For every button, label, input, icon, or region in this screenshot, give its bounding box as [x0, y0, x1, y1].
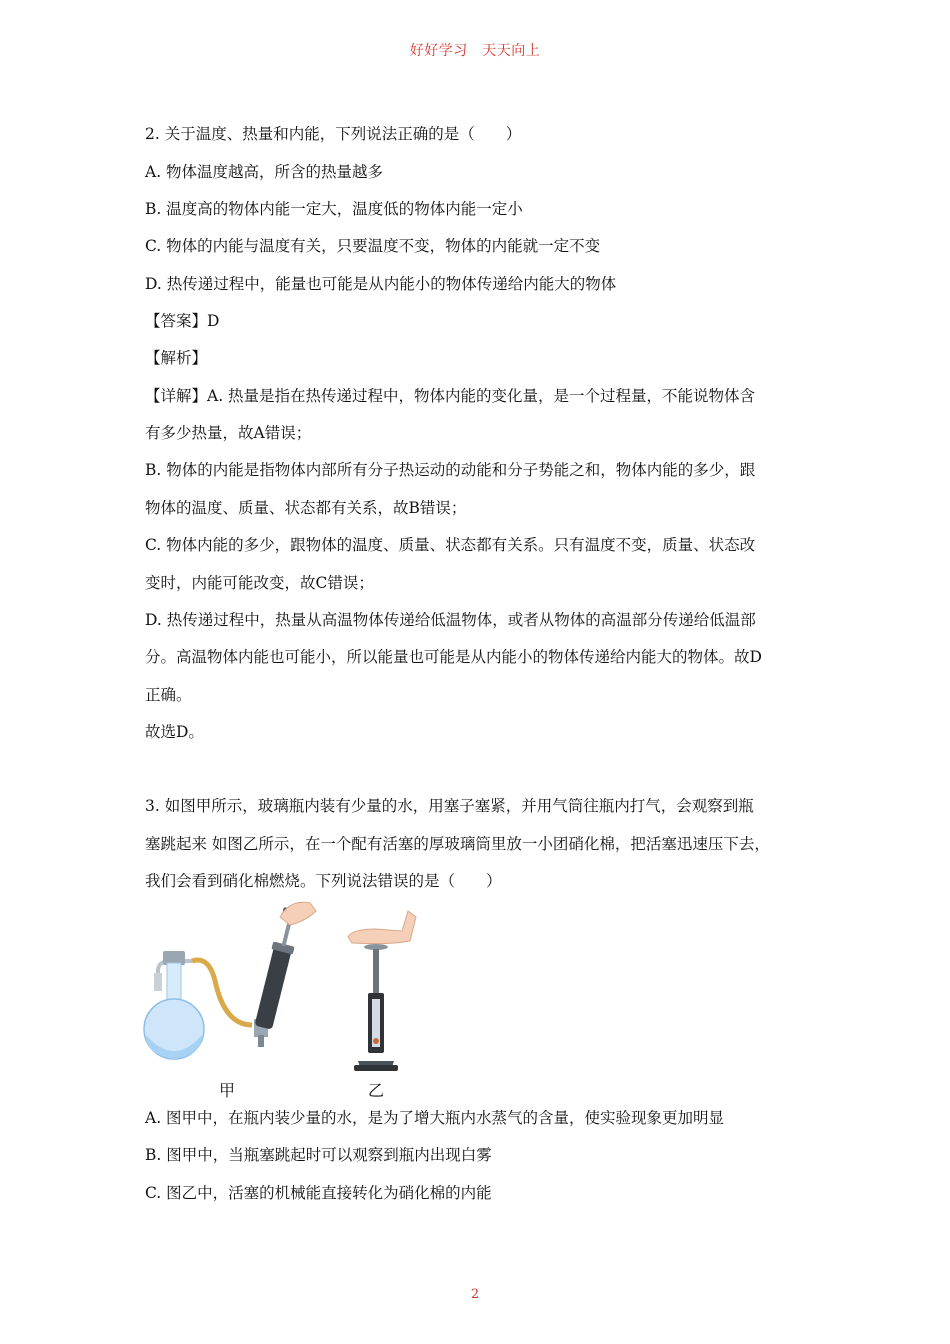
q2-analysis-line: 变时，内能可能改变，故C错误； [145, 574, 374, 592]
caption-yi: 乙 [368, 1081, 385, 1100]
q2-answer: 【答案】D [145, 312, 220, 330]
q2-analysis-line: 分。高温物体内能也可能小，所以能量也可能是从内能小的物体传递给内能大的物体。故D [145, 648, 762, 666]
q2-analysis-line: B. 物体的内能是指物体内部所有分子热运动的动能和分子势能之和，物体内能的多少，跟 [145, 461, 756, 479]
q3-stem-line: 我们会看到硝化棉燃烧。下列说法错误的是（ ） [145, 872, 502, 890]
page-number: 2 [470, 1287, 480, 1302]
q3-stem-line: 塞跳起来 如图乙所示，在一个配有活塞的厚玻璃筒里放一小团硝化棉，把活塞迅速压下去， [145, 835, 770, 853]
q2-analysis-line: 【详解】A. 热量是指在热传递过程中，物体内能的变化量，是一个过程量，不能说物体含 [145, 387, 756, 405]
q2-analysis-label: 【解析】 [145, 349, 208, 367]
q2-option-a: A. 物体温度越高，所含的热量越多 [145, 163, 384, 181]
q2-stem: 2. 关于温度、热量和内能，下列说法正确的是（ ） [145, 125, 522, 143]
q3-option-c: C. 图乙中，活塞的机械能直接转化为硝化棉的内能 [145, 1184, 492, 1202]
cylinder-illustration [348, 911, 416, 1071]
q3-stem-line: 3. 如图甲所示，玻璃瓶内装有少量的水，用塞子塞紧，并用气筒往瓶内打气，会观察到瓶 [145, 797, 754, 815]
flask-illustration [144, 951, 252, 1059]
q3-option-b: B. 图甲中，当瓶塞跳起时可以观察到瓶内出现白雾 [145, 1146, 492, 1164]
q2-option-c: C. 物体的内能与温度有关，只要温度不变，物体的内能就一定不变 [145, 237, 601, 255]
q2-option-b: B. 温度高的物体内能一定大，温度低的物体内能一定小 [145, 200, 523, 218]
q2-analysis-line: 正确。 [145, 686, 192, 704]
q2-analysis-line: 故选D。 [145, 723, 204, 741]
page-header: 好好学习 天天向上 [409, 43, 541, 59]
q2-analysis-line: C. 物体内能的多少，跟物体的温度、质量、状态都有关系。只有温度不变，质量、状态改 [145, 536, 756, 554]
q2-analysis-line: 有多少热量，故A错误； [145, 424, 312, 442]
q2-analysis-line: D. 热传递过程中，热量从高温物体传递给低温物体，或者从物体的高温部分传递给低温部 [145, 611, 756, 629]
q2-analysis-line: 物体的温度、质量、状态都有关系，故B错误； [145, 499, 467, 517]
pump-illustration [252, 902, 316, 1047]
q2-option-d: D. 热传递过程中，能量也可能是从内能小的物体传递给内能大的物体 [145, 275, 617, 293]
caption-jia: 甲 [219, 1081, 236, 1100]
q3-option-a: A. 图甲中，在瓶内装少量的水，是为了增大瓶内水蒸气的含量，使实验现象更加明显 [145, 1109, 725, 1127]
experiment-figure [140, 895, 430, 1105]
